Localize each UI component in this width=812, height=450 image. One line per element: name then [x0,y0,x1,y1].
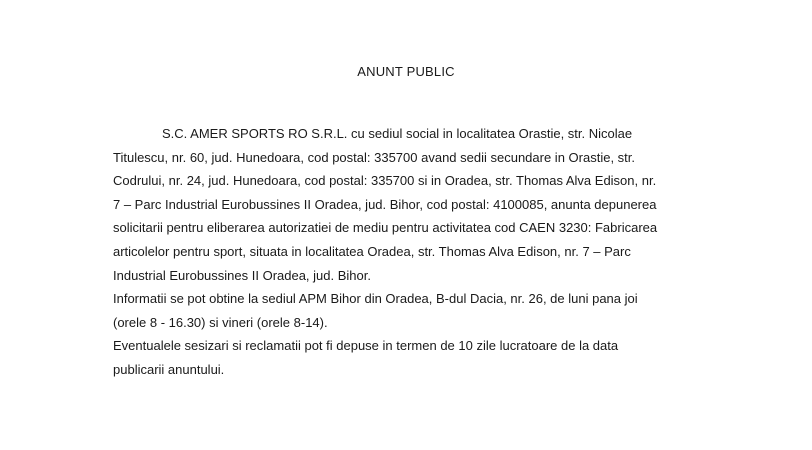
document-title: ANUNT PUBLIC [357,64,455,79]
document-body [113,122,713,382]
body-line: Codrului, nr. 24, jud. Hunedoara, cod postal: 335700 si in Oradea, str. Thomas Alva Edison, nr. [113,173,657,189]
body-line: solicitarii pentru eliberarea autorizatiei de mediu pentru activitatea cod CAEN 3230: Fabricarea [113,220,658,236]
body-line: Titulescu, nr. 60, jud. Hunedoara, cod postal: 335700 avand sedii secundare in Orastie, str. [113,149,635,165]
body-line: Informatii se pot obtine la sediul APM Bihor din Oradea, B-dul Dacia, nr. 26, de luni pana joi [113,291,638,307]
body-line: 7 – Parc Industrial Eurobussines II Oradea, jud. Bihor, cod postal: 4100085, anunta depunerea [113,196,657,212]
body-line: articolelor pentru sport, situata in localitatea Oradea, str. Thomas Alva Edison, nr. 7 – Parc [113,243,631,259]
body-line: publicarii anuntului. [113,361,225,377]
body-line: Eventualele sesizari si reclamatii pot fi depuse in termen de 10 zile lucratoare de la data [113,338,619,354]
body-line: (orele 8 - 16.30) si vineri (orele 8-14). [113,314,328,330]
body-line: Industrial Eurobussines II Oradea, jud. Bihor. [113,267,371,283]
body-line: S.C. AMER SPORTS RO S.R.L. cu sediul social in localitatea Orastie, str. Nicolae [162,126,633,141]
